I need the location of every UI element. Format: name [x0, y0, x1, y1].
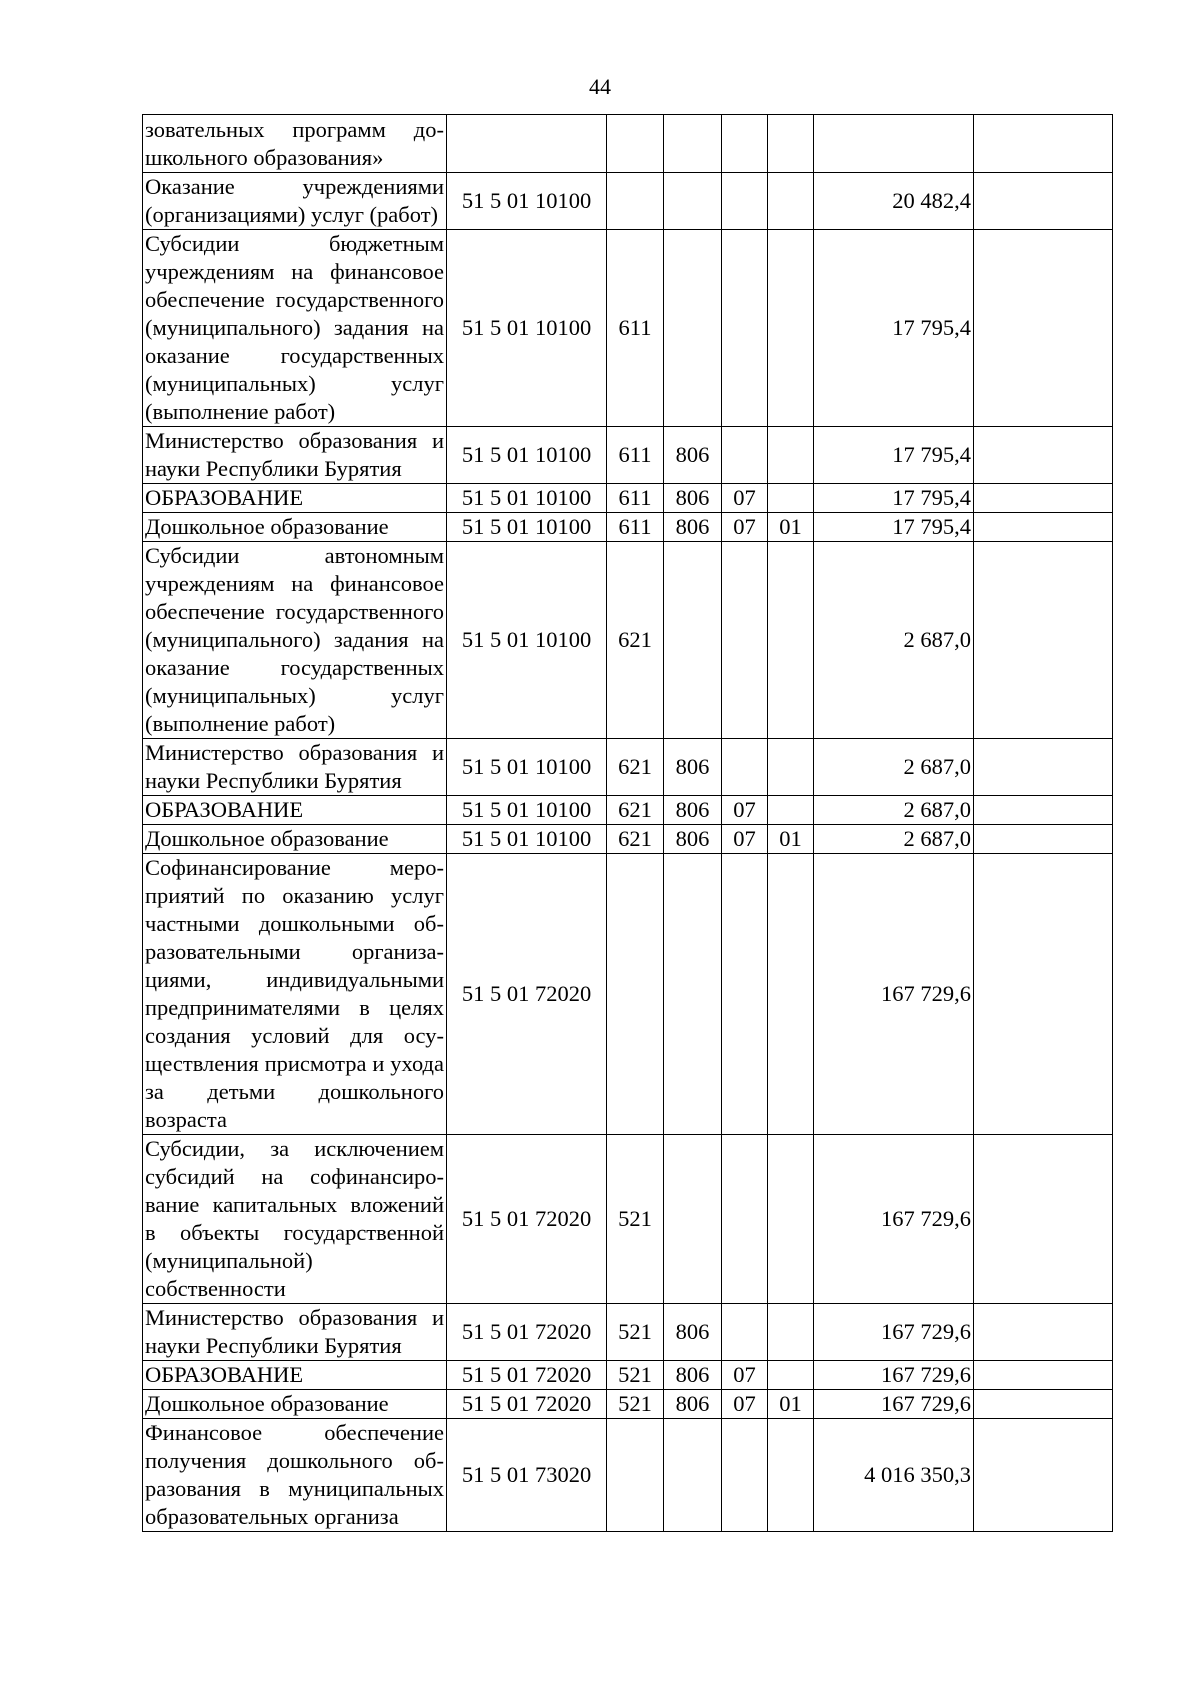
- subsection-code-cell: [768, 739, 814, 796]
- section-code-cell: [722, 1304, 768, 1361]
- amount-cell: 17 795,4: [814, 513, 974, 542]
- table-row: [143, 115, 1113, 173]
- subsection-code-cell: [768, 230, 814, 427]
- target-article-code-cell: 51 5 01 10100: [447, 484, 607, 513]
- administrator-code-cell: 806: [664, 427, 722, 484]
- section-code-cell: [722, 115, 768, 173]
- amount-cell: 4 016 350,3: [814, 1419, 974, 1532]
- extra-cell: [974, 115, 1113, 173]
- expense-type-cell: 611: [607, 484, 664, 513]
- row-name-cell: Министерство образования и науки Республики Бурятия: [143, 1304, 447, 1361]
- row-name-cell: ОБРАЗОВАНИЕ: [143, 796, 447, 825]
- subsection-code-cell: 01: [768, 1390, 814, 1419]
- row-name-cell: Оказание учреждениями (организациями) услуг (работ): [143, 173, 447, 230]
- budget-table-body: [143, 115, 1113, 1532]
- subsection-code-cell: 01: [768, 825, 814, 854]
- subsection-code-cell: [768, 1304, 814, 1361]
- expense-type-cell: 611: [607, 230, 664, 427]
- row-name-cell: Субсидии автономным учреждениям на финансовое обеспечение государственного (муниципального) задания на оказание государственных (муниципальных) услуг (выполнение работ): [143, 542, 447, 739]
- amount-cell: 2 687,0: [814, 739, 974, 796]
- table-row: [143, 1390, 1113, 1419]
- expense-type-cell: 521: [607, 1361, 664, 1390]
- section-code-cell: [722, 1419, 768, 1532]
- administrator-code-cell: 806: [664, 1361, 722, 1390]
- expense-type-cell: 611: [607, 427, 664, 484]
- subsection-code-cell: [768, 427, 814, 484]
- table-row: [143, 484, 1113, 513]
- administrator-code-cell: [664, 1419, 722, 1532]
- administrator-code-cell: 806: [664, 825, 722, 854]
- row-name-cell: зовательных программ дошкольного образования»: [143, 115, 447, 173]
- section-code-cell: [722, 854, 768, 1135]
- extra-cell: [974, 796, 1113, 825]
- expense-type-cell: 521: [607, 1304, 664, 1361]
- subsection-code-cell: [768, 1361, 814, 1390]
- amount-cell: 20 482,4: [814, 173, 974, 230]
- section-code-cell: 07: [722, 1361, 768, 1390]
- table-row: [143, 427, 1113, 484]
- extra-cell: [974, 513, 1113, 542]
- extra-cell: [974, 230, 1113, 427]
- expense-type-cell: [607, 115, 664, 173]
- row-name-cell: Министерство образования и науки Республики Бурятия: [143, 427, 447, 484]
- subsection-code-cell: [768, 173, 814, 230]
- section-code-cell: 07: [722, 513, 768, 542]
- subsection-code-cell: [768, 854, 814, 1135]
- subsection-code-cell: [768, 1419, 814, 1532]
- subsection-code-cell: [768, 796, 814, 825]
- expense-type-cell: 621: [607, 542, 664, 739]
- subsection-code-cell: 01: [768, 513, 814, 542]
- expense-type-cell: 621: [607, 825, 664, 854]
- target-article-code-cell: 51 5 01 72020: [447, 854, 607, 1135]
- section-code-cell: 07: [722, 484, 768, 513]
- target-article-code-cell: 51 5 01 72020: [447, 1361, 607, 1390]
- administrator-code-cell: [664, 542, 722, 739]
- amount-cell: 17 795,4: [814, 427, 974, 484]
- amount-cell: 167 729,6: [814, 1390, 974, 1419]
- target-article-code-cell: 51 5 01 72020: [447, 1304, 607, 1361]
- expense-type-cell: 521: [607, 1390, 664, 1419]
- row-name-cell: ОБРАЗОВАНИЕ: [143, 1361, 447, 1390]
- administrator-code-cell: 806: [664, 1390, 722, 1419]
- administrator-code-cell: 806: [664, 484, 722, 513]
- amount-cell: 2 687,0: [814, 825, 974, 854]
- administrator-code-cell: [664, 230, 722, 427]
- administrator-code-cell: [664, 173, 722, 230]
- administrator-code-cell: 806: [664, 739, 722, 796]
- table-row: [143, 825, 1113, 854]
- amount-cell: 167 729,6: [814, 1304, 974, 1361]
- expense-type-cell: 521: [607, 1135, 664, 1304]
- table-row: [143, 1419, 1113, 1532]
- target-article-code-cell: 51 5 01 10100: [447, 427, 607, 484]
- target-article-code-cell: 51 5 01 10100: [447, 513, 607, 542]
- administrator-code-cell: 806: [664, 1304, 722, 1361]
- table-row: [143, 1135, 1113, 1304]
- section-code-cell: [722, 230, 768, 427]
- table-row: [143, 854, 1113, 1135]
- extra-cell: [974, 173, 1113, 230]
- administrator-code-cell: [664, 854, 722, 1135]
- expense-type-cell: [607, 854, 664, 1135]
- extra-cell: [974, 484, 1113, 513]
- expense-type-cell: [607, 173, 664, 230]
- section-code-cell: 07: [722, 1390, 768, 1419]
- row-name-cell: Софинансирование мероприятий по оказанию услуг частными дошкольными образовательными организациями, индивидуальными предпринимателями в целях создания условий для осуществления присмотра и ухода за детьми дошкольного возраста: [143, 854, 447, 1135]
- page-number: 44: [589, 74, 611, 99]
- extra-cell: [974, 542, 1113, 739]
- table-row: [143, 230, 1113, 427]
- target-article-code-cell: 51 5 01 72020: [447, 1135, 607, 1304]
- target-article-code-cell: 51 5 01 73020: [447, 1419, 607, 1532]
- section-code-cell: [722, 1135, 768, 1304]
- section-code-cell: [722, 427, 768, 484]
- row-name-cell: Финансовое обеспечение получения дошкольного образования в муниципальных образовательных организа: [143, 1419, 447, 1532]
- subsection-code-cell: [768, 115, 814, 173]
- table-row: [143, 173, 1113, 230]
- amount-cell: 17 795,4: [814, 484, 974, 513]
- amount-cell: 167 729,6: [814, 1135, 974, 1304]
- extra-cell: [974, 1419, 1113, 1532]
- row-name-cell: ОБРАЗОВАНИЕ: [143, 484, 447, 513]
- administrator-code-cell: [664, 1135, 722, 1304]
- subsection-code-cell: [768, 1135, 814, 1304]
- expense-type-cell: 621: [607, 796, 664, 825]
- amount-cell: 167 729,6: [814, 1361, 974, 1390]
- target-article-code-cell: 51 5 01 10100: [447, 739, 607, 796]
- table-row: [143, 739, 1113, 796]
- section-code-cell: 07: [722, 825, 768, 854]
- target-article-code-cell: 51 5 01 10100: [447, 542, 607, 739]
- expense-type-cell: 611: [607, 513, 664, 542]
- administrator-code-cell: 806: [664, 796, 722, 825]
- target-article-code-cell: 51 5 01 10100: [447, 825, 607, 854]
- subsection-code-cell: [768, 484, 814, 513]
- row-name-cell: Дошкольное образование: [143, 825, 447, 854]
- target-article-code-cell: 51 5 01 10100: [447, 230, 607, 427]
- section-code-cell: [722, 173, 768, 230]
- expense-type-cell: 621: [607, 739, 664, 796]
- subsection-code-cell: [768, 542, 814, 739]
- amount-cell: 2 687,0: [814, 796, 974, 825]
- extra-cell: [974, 1390, 1113, 1419]
- row-name-cell: Министерство образования и науки Республики Бурятия: [143, 739, 447, 796]
- table-row: [143, 796, 1113, 825]
- row-name-cell: Субсидии бюджетным учреждениям на финансовое обеспечение государственного (муниципального) задания на оказание государственных (муниципальных) услуг (выполнение работ): [143, 230, 447, 427]
- extra-cell: [974, 1361, 1113, 1390]
- administrator-code-cell: [664, 115, 722, 173]
- table-row: [143, 1304, 1113, 1361]
- target-article-code-cell: 51 5 01 72020: [447, 1390, 607, 1419]
- extra-cell: [974, 739, 1113, 796]
- table-row: [143, 542, 1113, 739]
- target-article-code-cell: 51 5 01 10100: [447, 796, 607, 825]
- extra-cell: [974, 1135, 1113, 1304]
- extra-cell: [974, 1304, 1113, 1361]
- extra-cell: [974, 427, 1113, 484]
- budget-table: [142, 114, 1113, 1532]
- expense-type-cell: [607, 1419, 664, 1532]
- section-code-cell: [722, 542, 768, 739]
- section-code-cell: [722, 739, 768, 796]
- amount-cell: 17 795,4: [814, 230, 974, 427]
- target-article-code-cell: 51 5 01 10100: [447, 173, 607, 230]
- administrator-code-cell: 806: [664, 513, 722, 542]
- row-name-cell: Дошкольное образование: [143, 513, 447, 542]
- table-row: [143, 1361, 1113, 1390]
- amount-cell: 2 687,0: [814, 542, 974, 739]
- extra-cell: [974, 825, 1113, 854]
- row-name-cell: Субсидии, за исключением субсидий на софинансирование капитальных вложений в объекты государственной (муниципальной) собственности: [143, 1135, 447, 1304]
- table-row: [143, 513, 1113, 542]
- extra-cell: [974, 854, 1113, 1135]
- target-article-code-cell: [447, 115, 607, 173]
- row-name-cell: Дошкольное образование: [143, 1390, 447, 1419]
- amount-cell: 167 729,6: [814, 854, 974, 1135]
- amount-cell: [814, 115, 974, 173]
- section-code-cell: 07: [722, 796, 768, 825]
